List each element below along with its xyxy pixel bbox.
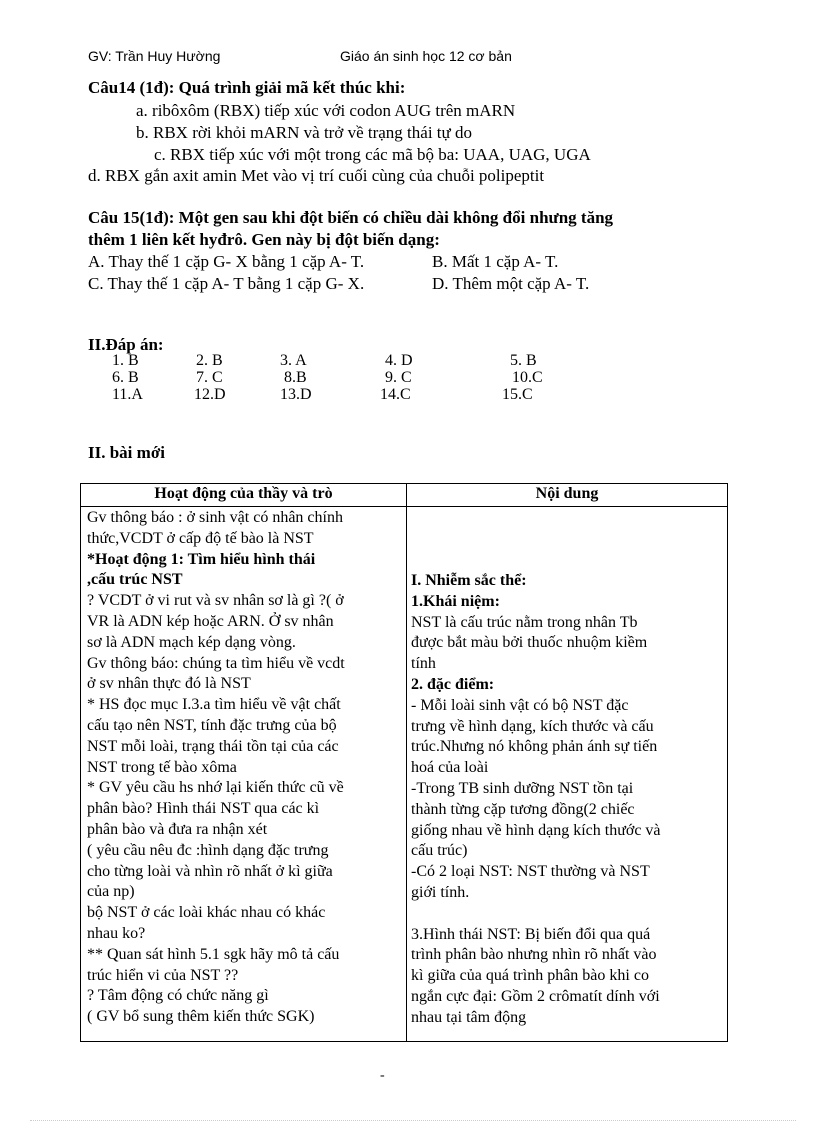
content-line: trúc.Nhưng nó không phản ánh sự tiến xyxy=(411,738,658,756)
answer-item: 9. C xyxy=(385,369,412,386)
column-header-activities: Hoạt động của thầy và trò xyxy=(154,485,333,502)
content-line: 3.Hình thái NST: Bị biến đổi qua quá xyxy=(411,925,651,943)
q15-option-b: B. Mất 1 cặp A- T. xyxy=(432,252,559,271)
answers-title: II.Đáp án: xyxy=(88,335,164,354)
activity-line: ,cấu trúc NST xyxy=(87,571,183,589)
content-line: kì giữa của quá trình phân bào khi co xyxy=(411,967,649,985)
lesson-table xyxy=(80,483,728,1042)
content-line: trưng về hình dạng, kích thước và cấu xyxy=(411,717,654,735)
q15-option-d: D. Thêm một cặp A- T. xyxy=(432,274,590,293)
q14-option-b: b. RBX rời khỏi mARN và trở về trạng thái tự do xyxy=(136,123,472,142)
activity-line: cấu tạo nên NST, tính đặc trưng của bộ xyxy=(87,716,337,734)
content-line: cấu trúc) xyxy=(411,842,468,860)
answer-item: 4. D xyxy=(385,352,413,369)
activity-line: cho từng loài và nhìn rõ nhất ở kì giữa xyxy=(87,862,333,880)
activity-line: phân bào? Hình thái NST qua các kì xyxy=(87,800,320,818)
answer-item: 11.A xyxy=(112,386,143,403)
activity-line: thức,VCDT ở cấp độ tế bào là NST xyxy=(87,529,314,547)
content-line: - Mỗi loài sinh vật có bộ NST đặc xyxy=(411,696,629,714)
activity-line: * GV yêu cầu hs nhớ lại kiến thức cũ về xyxy=(87,779,344,797)
q15-option-c: C. Thay thế 1 cặp A- T bằng 1 cặp G- X. xyxy=(88,274,365,293)
content-line: -Có 2 loại NST: NST thường và NST xyxy=(411,863,650,881)
question-15-title-line2: thêm 1 liên kết hyđrô. Gen này bị đột biến dạng: xyxy=(88,230,440,249)
answer-item: 6. B xyxy=(112,369,139,386)
answer-item: 1. B xyxy=(112,352,139,369)
content-line: nhau tại tâm động xyxy=(411,1008,527,1026)
answer-item: 2. B xyxy=(196,352,223,369)
content-line: hoá của loài xyxy=(411,759,489,777)
activity-line: nhau ko? xyxy=(87,924,146,942)
header-divider xyxy=(81,506,727,507)
q14-option-a: a. ribôxôm (RBX) tiếp xúc với codon AUG trên mARN xyxy=(136,101,516,120)
activity-line: ? Tâm động có chức năng gì xyxy=(87,987,269,1005)
answer-item: 10.C xyxy=(512,369,543,386)
question-15-title-line1: Câu 15(1đ): Một gen sau khi đột biến có chiều dài không đổi nhưng tăng xyxy=(88,208,614,227)
content-line: tính xyxy=(411,655,436,673)
activity-line: NST mỗi loài, trạng thái tồn tại của các xyxy=(87,737,339,755)
activities-column xyxy=(87,508,345,1028)
page-bottom-dotted-line xyxy=(30,1120,796,1121)
activity-line: của np) xyxy=(87,883,135,901)
activity-line: ( GV bổ sung thêm kiến thức SGK) xyxy=(87,1008,315,1026)
activity-line: VR là ADN kép hoặc ARN. Ở sv nhân xyxy=(87,612,334,630)
activity-line: ở sv nhân thực đó là NST xyxy=(87,675,251,693)
content-line: ngắn cực đại: Gồm 2 crômatít dính với xyxy=(411,987,660,1005)
content-line: 1.Khái niệm: xyxy=(411,592,500,610)
answer-item: 15.C xyxy=(502,386,533,403)
content-line xyxy=(411,904,661,925)
answer-item: 5. B xyxy=(510,352,537,369)
answer-item: 7. C xyxy=(196,369,223,386)
answer-item: 8.B xyxy=(284,369,307,386)
activity-line: bộ NST ở các loài khác nhau có khác xyxy=(87,904,326,922)
activity-line: phân bào và đưa ra nhận xét xyxy=(87,820,268,838)
activity-line: Gv thông báo : ở sinh vật có nhân chính xyxy=(87,509,343,526)
content-line: được bắt màu bởi thuốc nhuộm kiềm xyxy=(411,634,648,652)
activity-line: trúc hiển vi của NST ?? xyxy=(87,966,239,984)
answer-item: 3. A xyxy=(280,352,307,369)
content-line: giống nhau về hình dạng kích thước và xyxy=(411,821,661,839)
q14-option-d: d. RBX gắn axit amin Met vào vị trí cuối cùng của chuỗi polipeptit xyxy=(88,166,545,185)
content-line: 2. đặc điểm: xyxy=(411,675,495,693)
column-header-content: Nội dung xyxy=(535,485,599,502)
answer-item: 13.D xyxy=(280,386,312,403)
activity-line: ** Quan sát hình 5.1 sgk hãy mô tả cấu xyxy=(87,945,340,963)
content-column xyxy=(411,571,661,1029)
activity-line: *Hoạt động 1: Tìm hiểu hình thái xyxy=(87,550,316,568)
activity-line: ( yêu cầu nêu đc :hình dạng đặc trưng xyxy=(87,841,329,859)
activity-line: NST trong tế bào xôma xyxy=(87,758,237,776)
content-line: -Trong TB sinh dưỡng NST tồn tại xyxy=(411,779,634,797)
header-subject: Giáo án sinh học 12 cơ bản xyxy=(340,48,512,64)
content-line: giới tính. xyxy=(411,883,470,901)
q14-option-c: c. RBX tiếp xúc với một trong các mã bộ ba: UAA, UAG, UGA xyxy=(154,145,591,164)
new-lesson-heading: II. bài mới xyxy=(88,443,165,462)
q15-option-a: A. Thay thế 1 cặp G- X bằng 1 cặp A- T. xyxy=(88,252,365,271)
content-line: NST là cấu trúc nằm trong nhân Tb xyxy=(411,613,638,631)
activity-line: * HS đọc mục I.3.a tìm hiểu về vật chất xyxy=(87,696,341,714)
content-line: I. Nhiễm sắc thể: xyxy=(411,572,527,589)
content-line: trình phân bào nhưng nhìn rõ nhất vào xyxy=(411,946,657,964)
footer-mark: - xyxy=(380,1068,385,1083)
activity-line: ? VCDT ở vi rut và sv nhân sơ là gì ?( ở xyxy=(87,592,344,610)
answer-item: 14.C xyxy=(380,386,411,403)
content-line: thành từng cặp tương đồng(2 chiếc xyxy=(411,800,635,818)
header-teacher: GV: Trần Huy Hường xyxy=(88,48,221,64)
activity-line: sơ là ADN mạch kép dạng vòng. xyxy=(87,633,296,651)
column-divider xyxy=(406,484,407,1041)
activity-line: Gv thông báo: chúng ta tìm hiểu về vcdt xyxy=(87,654,345,672)
answer-item: 12.D xyxy=(194,386,226,403)
question-14-title: Câu14 (1đ): Quá trình giải mã kết thúc khi: xyxy=(88,78,406,97)
